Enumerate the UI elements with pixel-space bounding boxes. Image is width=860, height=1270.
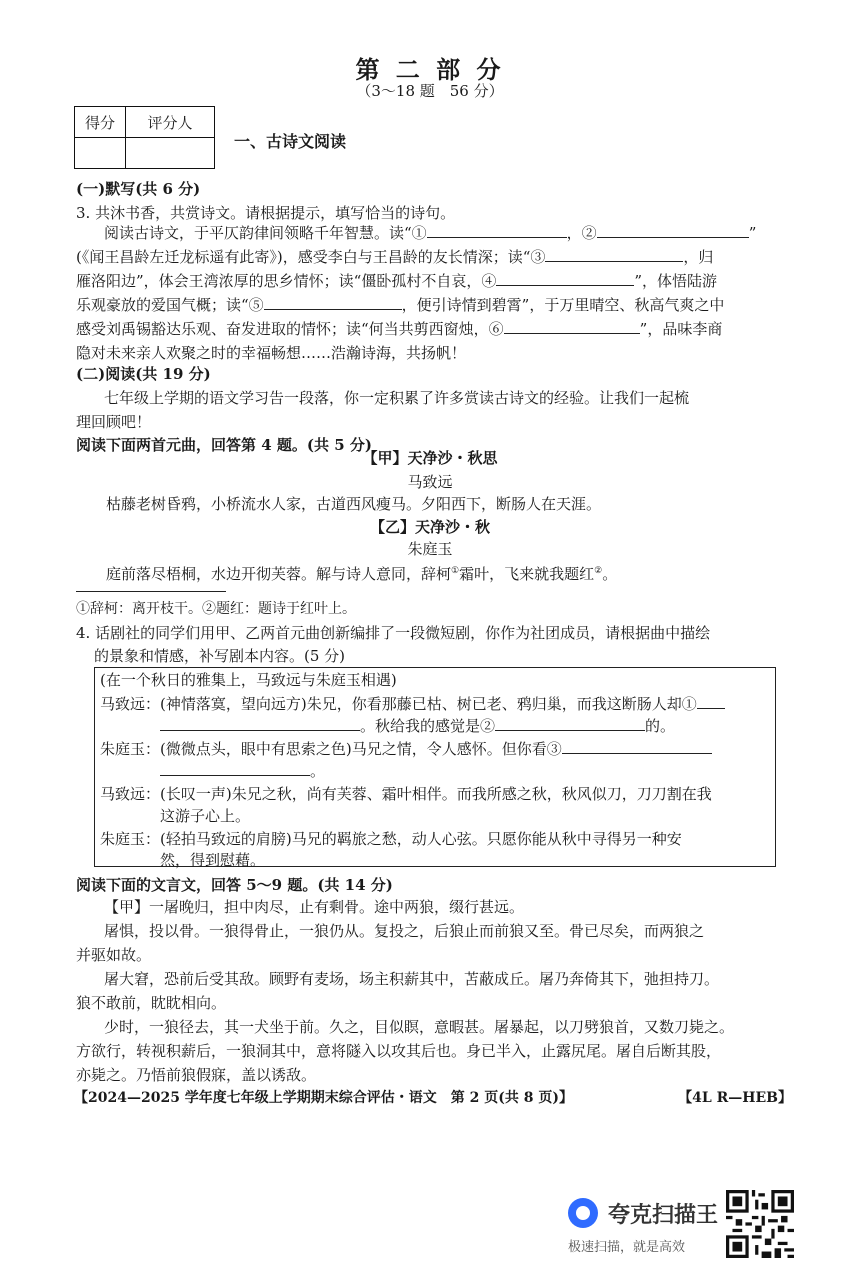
fill-line-2: (《闻王昌龄左迁龙标遥有此寄》)，感受李白与王昌龄的友长情深；读“③ ，归: [76, 244, 713, 270]
blank-6[interactable]: [504, 317, 640, 334]
fill-line-4: 乐观豪放的爱国气概；读“⑤ ，便引诗情到碧霄”，于万里晴空、秋高气爽之中: [76, 292, 724, 318]
fill-line-3: 雁洛阳边”，体会王湾浓厚的思乡情怀；读“僵卧孤村不自哀，④ ”，体悟陆游: [76, 268, 717, 294]
script-blank-2[interactable]: [495, 714, 645, 731]
q4-prompt-2: 的景象和情感，补写剧本内容。(5 分): [94, 647, 346, 665]
scanner-name: 夸克扫描王: [608, 1203, 719, 1228]
script-line-2: 朱庭玉：(微微点头，眼中有思索之色)马兄之情，令人感怀。但你看③: [100, 736, 712, 762]
section-title: 一、古诗文阅读: [234, 132, 347, 151]
wolf-p3: 屠大窘，恐前后受其敌。顾野有麦场，场主积薪其中，苫蔽成丘。屠乃奔倚其下，弛担持刀。: [104, 970, 720, 988]
quark-logo-icon: [568, 1198, 598, 1228]
blank-3[interactable]: [545, 245, 683, 262]
poem-b-author: 朱庭玉: [407, 540, 453, 558]
q4-lead: 阅读下面两首元曲，回答第 4 题。(共 5 分): [76, 436, 372, 454]
script-line-4b: 然，得到慰藉。: [160, 851, 266, 869]
script-line-1: 马致远：(神情落寞，望向远方)朱兄，你看那藤已枯、树已老、鸦归巢，而我这断肠人却①: [100, 691, 725, 717]
score-label: 得分: [75, 107, 126, 138]
poem-b-text: 庭前落尽梧桐，水边开彻芙蓉。解与诗人意同，辞柯①霜叶，飞来就我题红②。: [106, 565, 618, 583]
scanner-slogan: 极速扫描，就是高效: [568, 1240, 686, 1255]
q3-prompt: 3. 共沐书香，共赏诗文。请根据提示，填写恰当的诗句。: [76, 204, 456, 222]
blank-5[interactable]: [264, 293, 402, 310]
poem-a-author: 马致远: [407, 473, 453, 491]
part2-heading: (二)阅读(共 19 分): [76, 365, 211, 383]
page-footer: [74, 1087, 792, 1107]
wolf-p3b: 狼不敢前，眈眈相向。: [76, 994, 227, 1012]
poem-a-title: 【甲】天净沙・秋思: [362, 449, 498, 467]
fill-line-1: 阅读古诗文，于平仄韵律间领略千年智慧。读“① ，② ”: [104, 220, 756, 246]
wolf-p2b: 并驱如故。: [76, 946, 152, 964]
script-line-4: 朱庭玉：(轻拍马致远的肩膀)马兄的羁旅之愁，动人心弦。只愿你能从秋中寻得另一种安: [100, 830, 682, 848]
wolf-p2: 屠惧，投以骨。一狼得骨止，一狼仍从。复投之，后狼止而前狼又至。骨已尽矣，而两狼之: [104, 922, 705, 940]
fill-line-6: 隐对未来亲人欢聚之时的幸福畅想……浩瀚诗海，共扬帆！: [76, 344, 467, 362]
poem-b-title: 【乙】天净沙・秋: [369, 518, 490, 536]
wolf-p4b: 方欲行，转视积薪后，一狼洞其中，意将隧入以攻其后也。身已半入，止露尻尾。屠自后断其股，: [76, 1042, 722, 1060]
wolf-p1: 【甲】一屠晚归，担中肉尽，止有剩骨。途中两狼，缀行甚远。: [104, 898, 525, 916]
part2-intro-2: 理回顾吧！: [76, 413, 152, 431]
blank-4[interactable]: [496, 269, 634, 286]
script-blank-1[interactable]: [160, 714, 360, 731]
page-subtitle: （3～18 题 56 分）: [356, 82, 504, 100]
grader-cell[interactable]: [126, 138, 215, 169]
poem-a-text: 枯藤老树昏鸦，小桥流水人家，古道西风瘦马。夕阳西下，断肠人在天涯。: [106, 495, 602, 513]
script-line-1b: 。秋给我的感觉是② 的。: [160, 713, 675, 739]
script-line-3b: 这游子心上。: [160, 807, 251, 825]
script-setting: (在一个秋日的雅集上，马致远与朱庭玉相遇): [100, 671, 397, 689]
footnote-marker-1: ①: [451, 566, 460, 576]
q5-lead: 阅读下面的文言文，回答 5～9 题。(共 14 分): [76, 876, 393, 894]
grader-label: 评分人: [126, 107, 215, 138]
q4-prompt-1: 4. 话剧社的同学们用甲、乙两首元曲创新编排了一段微短剧，你作为社团成员，请根据曲中描绘: [76, 624, 711, 642]
blank-1[interactable]: [427, 221, 567, 238]
script-blank-3-cont[interactable]: [160, 759, 310, 776]
score-table: [74, 106, 215, 169]
footer-left: 【2024—2025 学年度七年级上学期期末综合评估・语文 第 2 页(共 8 页)】: [74, 1090, 574, 1106]
footnote-marker-2: ②: [594, 566, 603, 576]
page-title: 第 二 部 分: [355, 55, 505, 84]
script-line-3: 马致远：(长叹一声)朱兄之秋，尚有芙蓉、霜叶相伴。而我所感之秋，秋风似刀，刀刀割在我: [100, 785, 712, 803]
fill-line-5: 感受刘禹锡豁达乐观、奋发进取的情怀；读“何当共剪西窗烛，⑥ ”，品味李商: [76, 316, 722, 342]
score-cell[interactable]: [75, 138, 126, 169]
footnotes: ①辞柯：离开枝干。②题红：题诗于红叶上。: [76, 601, 356, 617]
blank-2[interactable]: [597, 221, 749, 238]
script-line-2b: 。: [160, 758, 325, 784]
script-blank-1-start[interactable]: [697, 692, 725, 709]
part1-heading: (一)默写(共 6 分): [76, 180, 201, 198]
qr-code-icon: [726, 1190, 794, 1258]
footer-right: 【4L R—HEB】: [678, 1090, 792, 1106]
wolf-p4: 少时，一狼径去，其一犬坐于前。久之，目似瞑，意暇甚。屠暴起，以刀劈狼首，又数刀毙之。: [104, 1018, 735, 1036]
script-blank-3[interactable]: [562, 737, 712, 754]
part2-intro-1: 七年级上学期的语文学习告一段落，你一定积累了许多赏读古诗文的经验。让我们一起梳: [104, 389, 690, 407]
footnote-divider: [76, 591, 226, 592]
wolf-p4c: 亦毙之。乃悟前狼假寐，盖以诱敌。: [76, 1066, 317, 1084]
